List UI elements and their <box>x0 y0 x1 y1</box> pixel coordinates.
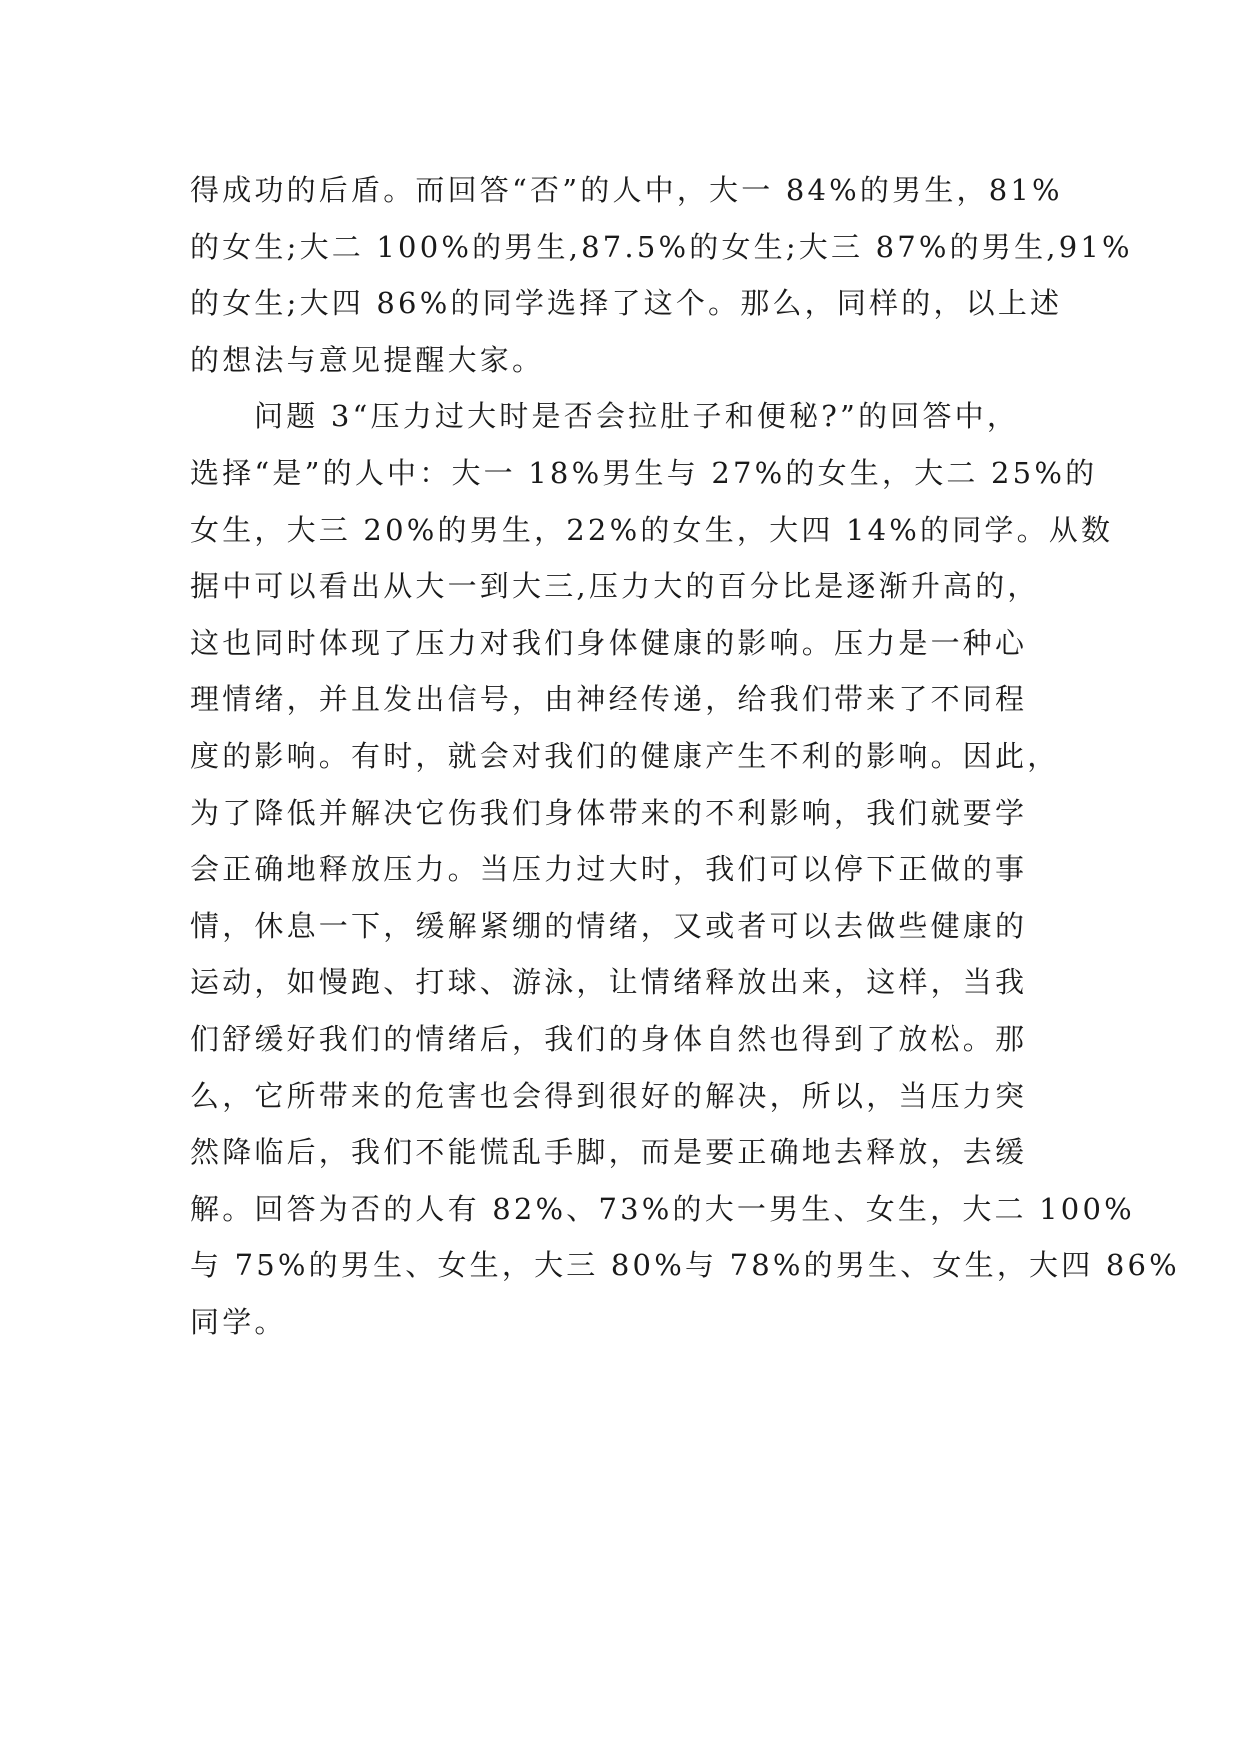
paragraph-2 <box>190 388 1180 1350</box>
text-line: 同学。 <box>190 1304 287 1339</box>
text-line: 么，它所带来的危害也会得到很好的解决，所以，当压力突 <box>190 1078 1028 1113</box>
text-line: 们舒缓好我们的情绪后，我们的身体自然也得到了放松。那 <box>190 1021 1028 1056</box>
text-line: 度的影响。有时，就会对我们的健康产生不利的影响。因此， <box>190 738 1060 773</box>
text-line: 为了降低并解决它伤我们身体带来的不利影响，我们就要学 <box>190 795 1028 830</box>
text-line: 运动，如慢跑、打球、游泳，让情绪释放出来，这样，当我 <box>190 965 1028 1000</box>
text-line: 问题 3“压力过大时是否会拉肚子和便秘?”的回答中， <box>254 399 1020 434</box>
text-line: 女生，大三 20%的男生，22%的女生，大四 14%的同学。从数 <box>190 512 1114 547</box>
text-line: 然降临后，我们不能慌乱手脚，而是要正确地去释放，去缓 <box>190 1135 1028 1170</box>
text-line: 的想法与意见提醒大家。 <box>190 342 545 377</box>
paragraph-1 <box>190 162 1133 388</box>
text-line: 解。回答为否的人有 82%、73%的大一男生、女生，大二 100% <box>190 1191 1135 1226</box>
text-line: 会正确地释放压力。当压力过大时，我们可以停下正做的事 <box>190 852 1028 887</box>
text-line: 据中可以看出从大一到大三,压力大的百分比是逐渐升高的， <box>190 569 1040 604</box>
text-line: 得成功的后盾。而回答“否”的人中，大一 84%的男生，81% <box>190 173 1063 207</box>
text-line: 理情绪，并且发出信号，由神经传递，给我们带来了不同程 <box>190 682 1028 717</box>
text-line: 选择“是”的人中：大一 18%男生与 27%的女生，大二 25%的 <box>190 455 1098 490</box>
text-line: 的女生;大四 86%的同学选择了这个。那么，同样的，以上述 <box>190 286 1063 321</box>
body-text <box>190 162 1180 1350</box>
text-line: 这也同时体现了压力对我们身体健康的影响。压力是一种心 <box>190 625 1028 660</box>
text-line: 的女生;大二 100%的男生,87.5%的女生;大三 87%的男生,91% <box>190 229 1133 264</box>
text-line: 情，休息一下，缓解紧绷的情绪，又或者可以去做些健康的 <box>190 908 1028 943</box>
text-line: 与 75%的男生、女生，大三 80%与 78%的男生、女生，大四 86% <box>190 1248 1180 1283</box>
